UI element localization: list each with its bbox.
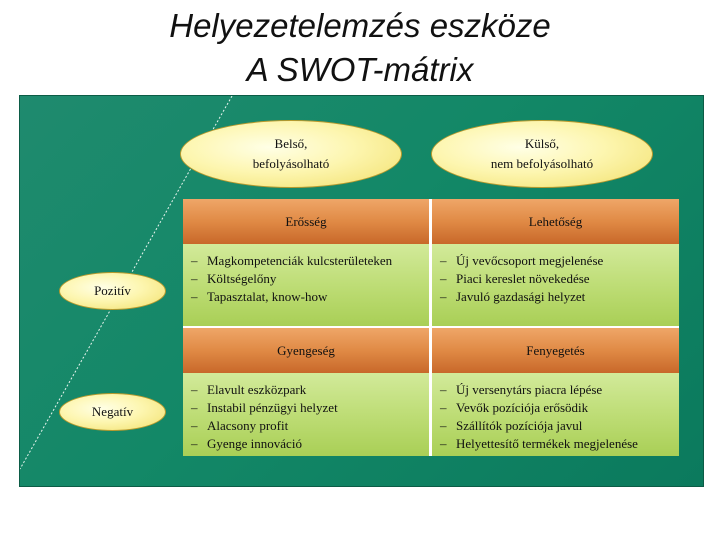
- page-title-line-2: A SWOT-mátrix: [246, 51, 474, 88]
- list-item: – Piaci kereslet növekedése: [440, 270, 673, 288]
- internal-column-label: [180, 120, 402, 188]
- list-item: – Instabil pénzügyi helyzet: [191, 399, 423, 417]
- opportunities-header: Lehetőség: [432, 199, 679, 244]
- external-column-label: [431, 120, 653, 188]
- list-item: – Új vevőcsoport megjelenése: [440, 252, 673, 270]
- list-item: – Alacsony profit: [191, 417, 423, 435]
- negative-row-label: Negatív: [59, 393, 166, 431]
- list-item: – Javuló gazdasági helyzet: [440, 288, 673, 306]
- threats-header: Fenyegetés: [432, 328, 679, 373]
- list-item: – Tapasztalat, know-how: [191, 288, 423, 306]
- list-item: – Szállítók pozíciója javul: [440, 417, 673, 435]
- swot-panel: [19, 95, 704, 487]
- weaknesses-cell: [183, 373, 429, 456]
- strengths-cell: [183, 244, 429, 326]
- threats-cell: [432, 373, 679, 456]
- positive-row-label: Pozitív: [59, 272, 166, 310]
- weaknesses-header: Gyengeség: [183, 328, 429, 373]
- internal-label-line-2: befolyásolható: [252, 156, 330, 171]
- internal-label-line-1: Belső,: [274, 136, 308, 151]
- page-title-line-1: Helyezetelemzés eszköze: [169, 7, 551, 44]
- strengths-header: Erősség: [183, 199, 429, 244]
- list-item: – Vevők pozíciója erősödik: [440, 399, 673, 417]
- list-item: – Helyettesítő termékek megjelenése: [440, 435, 673, 453]
- external-label-line-1: Külső,: [524, 136, 560, 151]
- external-label-line-2: nem befolyásolható: [490, 156, 594, 171]
- list-item: – Elavult eszközpark: [191, 381, 423, 399]
- list-item: – Új versenytárs piacra lépése: [440, 381, 673, 399]
- opportunities-cell: [432, 244, 679, 326]
- list-item: – Magkompetenciák kulcsterületeken: [191, 252, 423, 270]
- column-divider: [429, 199, 432, 456]
- list-item: – Költségelőny: [191, 270, 423, 288]
- list-item: – Gyenge innováció: [191, 435, 423, 453]
